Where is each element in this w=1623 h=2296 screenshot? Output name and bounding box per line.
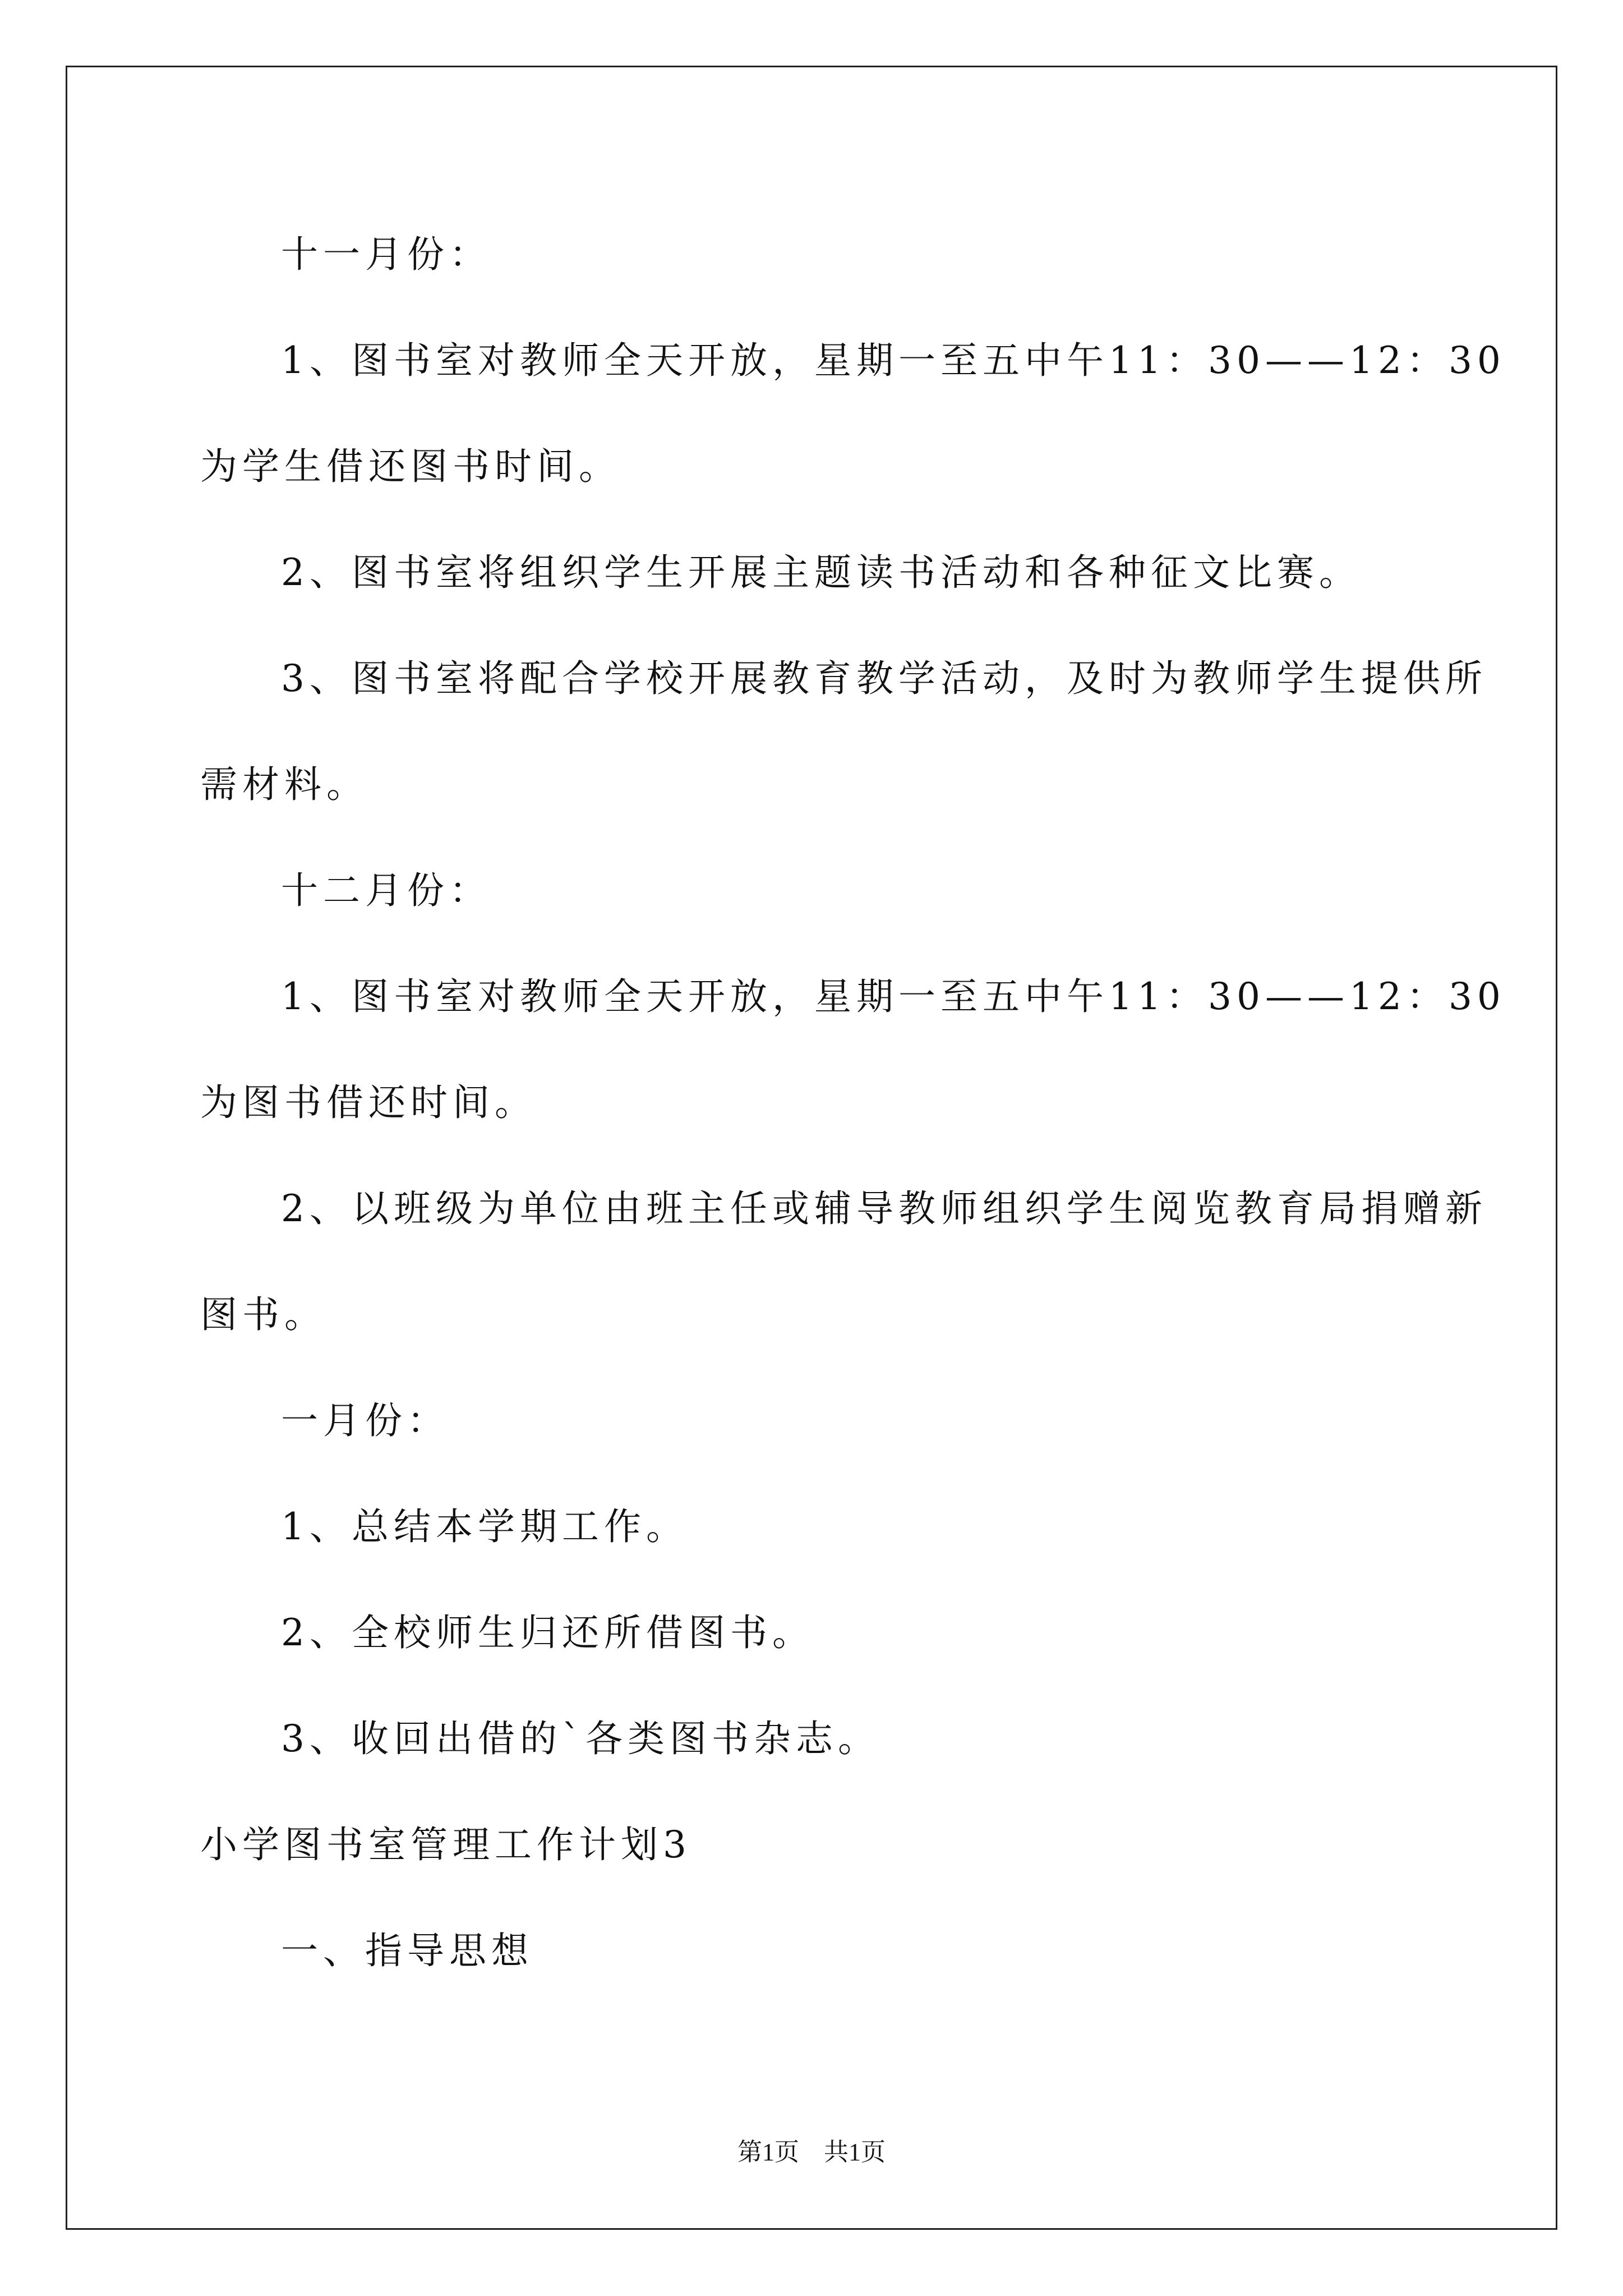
page-number-footer: 第1页 共1页 bbox=[737, 2138, 886, 2166]
month-heading-november: 十一月份： bbox=[281, 233, 491, 276]
paragraph-line: 图书。 bbox=[200, 1293, 326, 1336]
paragraph-line: 2、图书室将组织学生开展主题读书活动和各种征文比赛。 bbox=[281, 551, 1361, 594]
month-heading-january: 一月份： bbox=[281, 1399, 449, 1442]
section-title: 小学图书室管理工作计划3 bbox=[200, 1823, 691, 1866]
paragraph-line: 3、收回出借的`各类图书杂志。 bbox=[281, 1717, 880, 1760]
paragraph-line: 1、总结本学期工作。 bbox=[281, 1505, 688, 1548]
paragraph-line: 3、图书室将配合学校开展教育教学活动，及时为教师学生提供所 bbox=[281, 657, 1487, 700]
page-border bbox=[66, 66, 1557, 2230]
subsection-heading: 一、指导思想 bbox=[281, 1929, 533, 1972]
paragraph-line: 1、图书室对教师全天开放，星期一至五中午11：30——12：30 bbox=[281, 339, 1506, 382]
paragraph-line: 为学生借还图书时间。 bbox=[200, 445, 621, 488]
paragraph-line: 为图书借还时间。 bbox=[200, 1081, 537, 1124]
paragraph-line: 1、图书室对教师全天开放，星期一至五中午11：30——12：30 bbox=[281, 975, 1506, 1018]
paragraph-line: 需材料。 bbox=[200, 763, 368, 806]
month-heading-december: 十二月份： bbox=[281, 869, 491, 912]
paragraph-line: 2、全校师生归还所借图书。 bbox=[281, 1611, 814, 1654]
paragraph-line: 2、以班级为单位由班主任或辅导教师组织学生阅览教育局捐赠新 bbox=[281, 1187, 1487, 1230]
